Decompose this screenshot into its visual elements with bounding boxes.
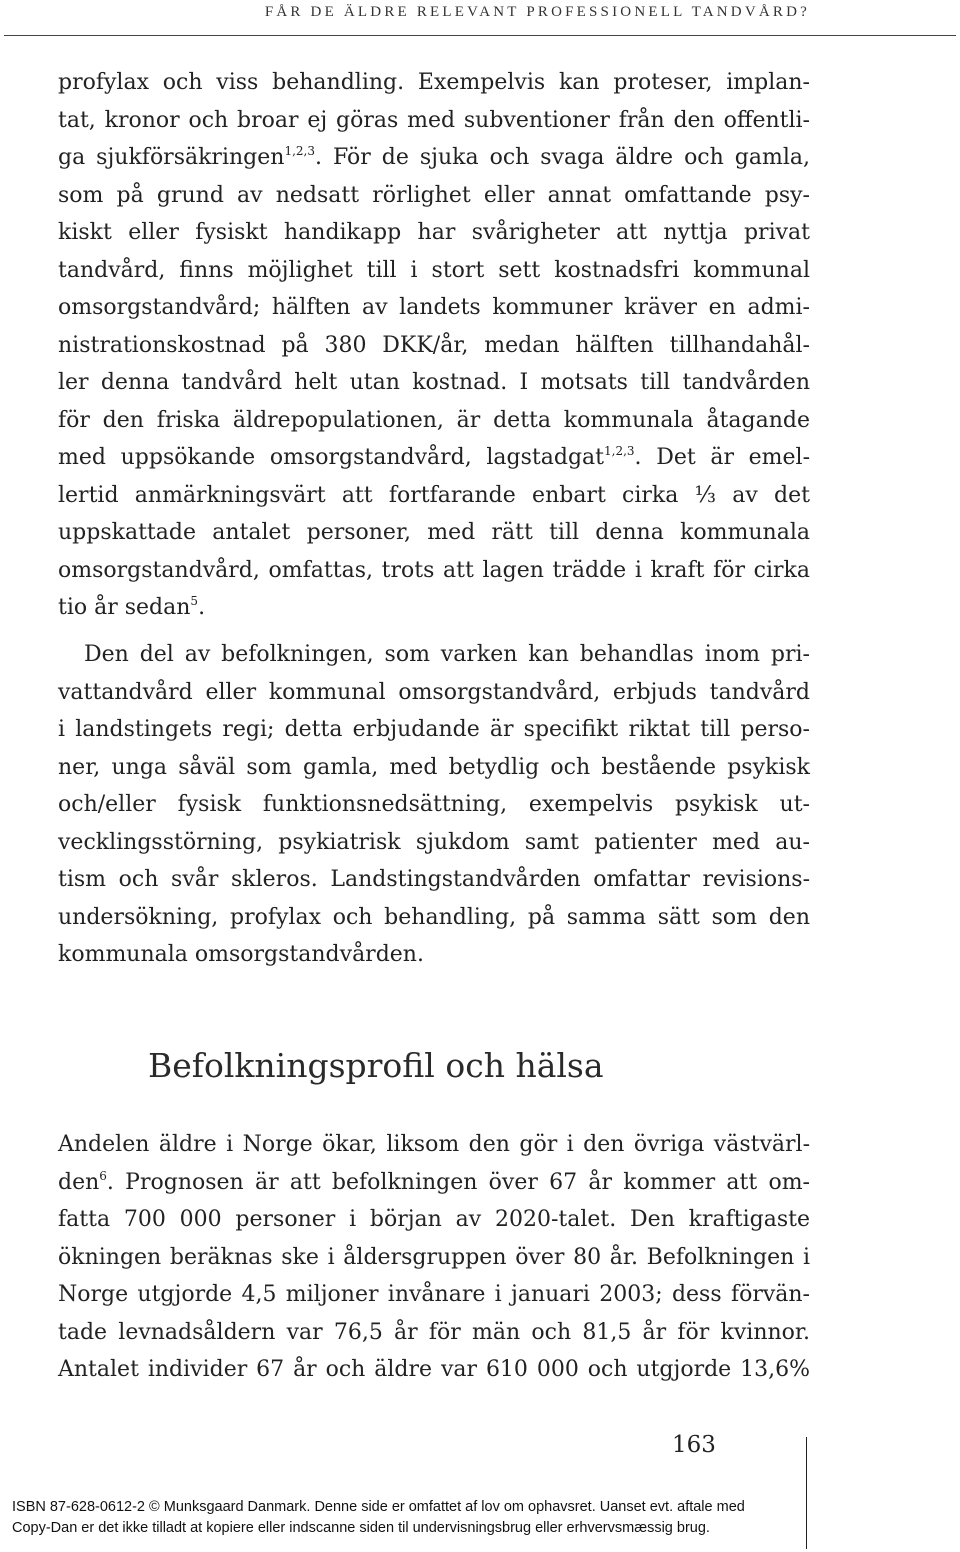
text-line: i landstingets regi; detta erbjudande är specifikt riktat till perso- — [58, 717, 810, 742]
text-line: undersökning, profylax och behandling, på samma sätt som den — [58, 904, 810, 930]
text-line: Norge utgjorde 4,5 miljoner invånare i januari 2003; dess förvän- — [58, 1282, 810, 1307]
text-line: kiskt eller fysiskt handikapp har svårigheter att nyttja privat — [58, 220, 810, 245]
text-line: tat, kronor och broar ej göras med subventioner från den offentli- — [58, 107, 810, 133]
running-header: FÅR DE ÄLDRE RELEVANT PROFESSIONELL TANDVÅRD? — [264, 4, 810, 20]
text-line — [58, 139, 810, 177]
text-line: omsorgstandvård, omfattas, trots att lagen trädde i kraft för cirka — [58, 557, 810, 583]
text-line: tism och svår skleros. Landstingstandvården omfattar revisions- — [58, 867, 810, 892]
text-line: tandvård, finns möjlighet till i stort sett kostnadsfri kommunal — [58, 257, 810, 283]
text-line: ökningen beräknas ske i åldersgruppen över 80 år. Befolkningen i — [58, 1244, 810, 1270]
text-line — [58, 439, 810, 477]
fraction: ⅓ — [694, 482, 716, 508]
copyright-footer — [12, 1497, 745, 1539]
text-line: ler denna tandvård helt utan kostnad. I motsats till tandvården — [58, 370, 810, 395]
text-line: Andelen äldre i Norge ökar, liksom den gör i den övriga västvärl- — [58, 1132, 810, 1157]
text-span: . Det är emel- — [634, 445, 810, 470]
text-line: omsorgstandvård; hälften av landets kommuner kräver en admi- — [58, 295, 810, 320]
margin-rule — [806, 1437, 807, 1549]
footnote-ref: 5 — [190, 594, 199, 608]
text-line: och/eller fysisk funktionsnedsättning, exempelvis psykisk ut- — [58, 792, 810, 817]
text-line: för den friska äldrepopulationen, är detta kommunala åtagande — [58, 407, 810, 433]
footer-line: Copy-Dan er det ikke tilladt at kopiere eller indscanne siden til undervisningsbrug eller erhvervsmæssig brug. — [12, 1520, 710, 1536]
paragraph-1 — [58, 64, 810, 627]
text-line — [58, 477, 810, 515]
text-span: ga sjukförsäkringen — [58, 145, 285, 170]
text-span: . — [198, 595, 206, 620]
paragraph-2 — [58, 636, 810, 974]
text-line — [58, 589, 810, 627]
text-line: uppskattade antalet personer, med rätt till denna kommunala — [58, 520, 810, 545]
text-line: vattandvård eller kommunal omsorgstandvård, erbjuds tandvård — [58, 679, 810, 705]
text-line: vecklingsstörning, psykiatrisk sjukdom samt patienter med au- — [58, 829, 810, 855]
text-span: . Prognosen är att befolkningen över 67 år kommer att om- — [106, 1169, 810, 1195]
text-span: lertid anmärkningsvärt att fortfarande enbart cirka — [58, 482, 679, 508]
text-span: med uppsökande omsorgstandvård, lagstadgat — [58, 445, 604, 470]
text-span: av det — [732, 482, 811, 508]
paragraph-3 — [58, 1126, 810, 1389]
footer-line: ISBN 87-628-0612-2 © Munksgaard Danmark. Denne side er omfattet af lov om ophavsret. Uanset evt. aftale med — [12, 1499, 745, 1515]
text-line: Antalet individer 67 år och äldre var 610 000 och utgjorde 13,6% — [58, 1357, 810, 1382]
text-line: nistrationskostnad på 380 DKK/år, medan hälften tillhandahål- — [58, 332, 810, 358]
page-number: 163 — [672, 1432, 716, 1458]
text-line: ner, unga såväl som gamla, med betydlig och bestående psykisk — [58, 754, 810, 780]
text-line: kommunala omsorgstandvården. — [58, 942, 424, 967]
text-line: som på grund av nedsatt rörlighet eller annat omfattande psy- — [58, 182, 810, 208]
footnote-ref: 6 — [99, 1168, 107, 1183]
text-line — [58, 1164, 810, 1202]
text-line: tade levnadsåldern var 76,5 år för män och 81,5 år för kvinnor. — [58, 1319, 810, 1345]
header-rule — [4, 35, 956, 36]
text-span: den — [58, 1169, 100, 1195]
text-line: fatta 700 000 personer i början av 2020-talet. Den kraftigaste — [58, 1207, 810, 1232]
text-line: Den del av befolkningen, som varken kan behandlas inom pri- — [84, 642, 810, 667]
footnote-ref: 1,2,3 — [604, 444, 635, 458]
text-line: profylax och viss behandling. Exempelvis kan proteser, implan- — [58, 70, 810, 95]
text-span: . För de sjuka och svaga äldre och gamla, — [314, 145, 810, 170]
text-span: tio år sedan — [58, 595, 191, 620]
section-heading: Befolkningsprofil och hälsa — [148, 1046, 604, 1085]
footnote-ref: 1,2,3 — [284, 144, 315, 158]
